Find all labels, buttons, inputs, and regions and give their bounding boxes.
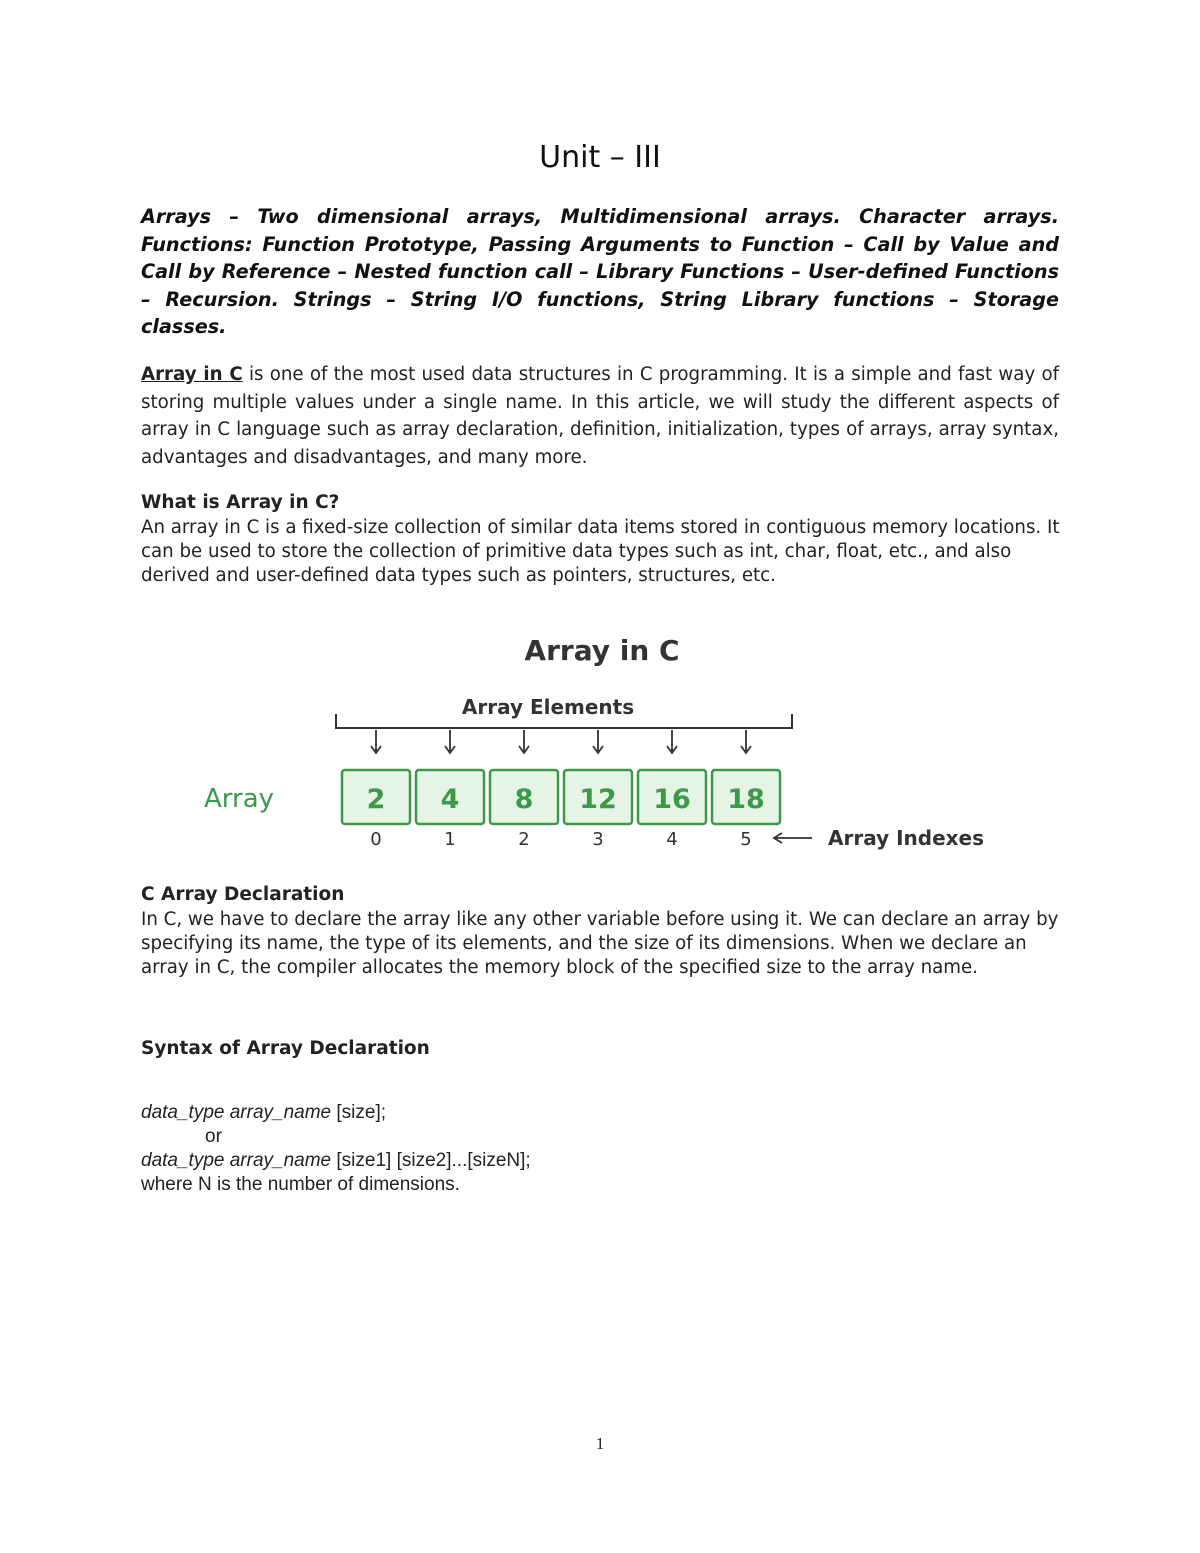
array-cell-value: 16 <box>653 784 691 815</box>
page-number: 1 <box>595 1434 605 1453</box>
syntax-or: or <box>205 1126 222 1147</box>
declaration-heading: C Array Declaration <box>141 884 345 905</box>
syntax-line-1-type: data_type array_name <box>141 1102 332 1123</box>
syntax-line-3-type: data_type array_name <box>141 1150 332 1171</box>
syntax-block <box>141 1101 531 1197</box>
array-cell-value: 18 <box>727 784 765 815</box>
down-arrow-icon <box>741 730 751 753</box>
array-index: 0 <box>370 829 382 850</box>
syntax-line-4: where N is the number of dimensions. <box>141 1174 460 1195</box>
syntax-heading: Syntax of Array Declaration <box>141 1038 430 1059</box>
array-diagram <box>190 620 1030 860</box>
intro-body: is one of the most used data structures in C programming. It is a simple and fast way of storing multiple values under a single name. In this article, we will study the different aspects of array in C language such as array declaration, definition, initialization, types of arrays, array syntax, advantages and disadvantages, and many more. <box>141 364 1059 468</box>
what-is-heading: What is Array in C? <box>141 492 340 513</box>
array-index: 3 <box>592 829 604 850</box>
syntax-line-3 <box>141 1149 531 1173</box>
array-label: Array <box>204 784 275 814</box>
down-arrow-icon <box>371 730 381 753</box>
array-index: 2 <box>518 829 530 850</box>
syllabus-summary: Arrays – Two dimensional arrays, Multidimensional arrays. Character arrays. Functions: Function Prototype, Passing Arguments to Function – Call by Value and Call by Reference – Nested function call – Library Functions – User-defined Functions – Recursion. Strings – String I/O functions, String Library functions – Storage classes. <box>141 205 1059 339</box>
down-arrow-icon <box>593 730 603 753</box>
intro-paragraph <box>141 361 1059 471</box>
array-cells <box>342 770 780 824</box>
declaration-paragraph: In C, we have to declare the array like any other variable before using it. We can declare an array by specifying its name, the type of its elements, and the size of its dimensions. When we declare an array in C, the compiler allocates the memory block of the specified size to the array name. <box>141 909 1059 978</box>
down-arrow-icon <box>519 730 529 753</box>
intro-lead: Array in C <box>141 364 243 385</box>
down-arrow-icon <box>445 730 455 753</box>
array-index: 4 <box>666 829 678 850</box>
array-index: 5 <box>740 829 752 850</box>
syntax-line-1-rest: [size]; <box>331 1102 387 1123</box>
diagram-title: Array in C <box>524 634 680 667</box>
array-cell-value: 12 <box>579 784 617 815</box>
syntax-line-1 <box>141 1101 531 1125</box>
syntax-line-3-rest: [size1] [size2]...[sizeN]; <box>331 1150 531 1171</box>
array-index: 1 <box>444 829 456 850</box>
indexes-arrow <box>774 833 812 843</box>
page-title: Unit – III <box>539 140 661 175</box>
array-cell-value: 4 <box>440 784 460 815</box>
down-arrow-icon <box>667 730 677 753</box>
element-arrows <box>371 730 751 753</box>
array-cell-value: 8 <box>514 784 534 815</box>
array-cell-value: 2 <box>366 784 386 815</box>
array-indexes-label: Array Indexes <box>828 826 985 850</box>
array-elements-label: Array Elements <box>461 695 635 719</box>
array-indexes <box>370 829 751 850</box>
what-is-paragraph: An array in C is a fixed-size collection of similar data items stored in contiguous memory locations. It can be used to store the collection of primitive data types such as int, char, float, etc., and also derived and user-defined data types such as pointers, structures, etc. <box>141 517 1060 586</box>
